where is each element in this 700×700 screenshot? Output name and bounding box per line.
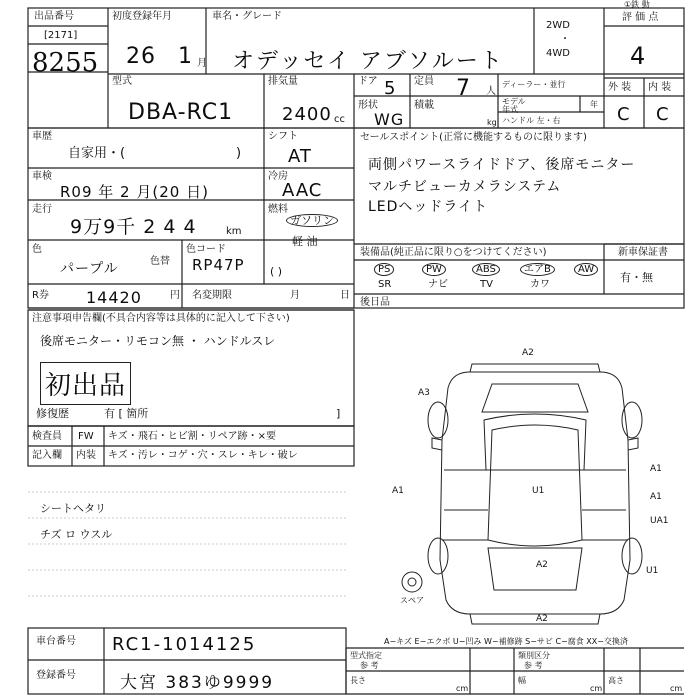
capacity-label: 定員 <box>414 76 434 87</box>
equip-abs: ABS <box>472 263 500 276</box>
fuel-paren: ( ) <box>270 265 283 278</box>
history-value: 自家用・( <box>68 146 126 161</box>
memo-line-1: シートヘタリ <box>40 502 106 515</box>
equip-aw: AW <box>574 263 598 276</box>
history-label: 車歴 <box>32 131 52 142</box>
recycle-unit: 円 <box>170 290 180 301</box>
length-cm: cm <box>456 684 469 693</box>
score-value: 4 <box>630 42 647 70</box>
name-change-month: 月 <box>290 290 300 301</box>
height-label: 高さ <box>608 676 624 685</box>
name-change-label: 名変期限 <box>192 290 232 301</box>
reg-year: 26 <box>126 44 156 69</box>
history-close: ) <box>236 146 242 161</box>
reg-value: 大宮 383ゆ9999 <box>120 673 275 693</box>
mileage-value: 9万9千 2 4 4 <box>70 216 197 238</box>
warranty-value: 有・無 <box>620 271 653 284</box>
mileage-label: 走行 <box>32 204 52 215</box>
score-label: 評 価 点 <box>622 12 659 23</box>
int-items: キズ・汚レ・コゲ・穴・スレ・キレ・破レ <box>108 450 298 461</box>
equip-ps: PS <box>374 263 394 276</box>
door-label: ドア <box>358 76 378 87</box>
model-spec-label: 型式指定 <box>350 651 382 660</box>
mark-roof: U1 <box>532 486 545 496</box>
int-check-label: 内装 <box>76 450 96 461</box>
ext-label: 外 装 <box>608 82 632 93</box>
car-name-label: 車名・グレード <box>212 11 282 22</box>
mark-left-side: A1 <box>392 486 404 496</box>
model-label: 型式 <box>112 76 132 87</box>
equip-navi: ナビ <box>428 279 448 290</box>
first-reg-label: 初度登録年月 <box>112 11 172 22</box>
model-year-label: モデル年式 <box>502 97 526 114</box>
mark-front-left: A3 <box>418 388 430 398</box>
inspection-label: 車検 <box>32 171 52 182</box>
lot-number: 8255 <box>32 48 99 78</box>
equip-tv: TV <box>480 279 493 290</box>
model-value: DBA-RC1 <box>128 100 234 125</box>
color-code-value: RP47P <box>192 256 245 274</box>
shift-value: AT <box>288 146 312 167</box>
mark-rear-bumper: A2 <box>536 614 548 624</box>
type-ref: 参 考 <box>524 661 543 670</box>
notes-label: 注意事項申告欄(不具合内容等は具体的に記入して下さい) <box>32 313 290 324</box>
top-right-note: ①鉄 動 <box>624 0 650 9</box>
repair-close: ] <box>336 407 341 420</box>
fuel-gas: ガソリン <box>286 214 338 227</box>
sales-line-2: マルチビューカメラシステム <box>368 179 562 195</box>
type-label: 類別区分 <box>518 651 550 660</box>
first-listing-stamp: 初出品 <box>40 362 131 405</box>
repair-label: 修復歴 <box>36 407 69 420</box>
color-label: 色 <box>32 244 42 255</box>
width-label: 幅 <box>518 676 526 685</box>
color-code-label: 色コード <box>186 244 226 255</box>
int-label: 内 装 <box>648 82 672 93</box>
drive-2wd: 2WD <box>546 20 570 31</box>
displacement-unit: cc <box>334 114 345 125</box>
notes-line-1: 後席モニター・リモコン無 ・ ハンドルスレ <box>40 334 276 348</box>
mark-rear-window: A2 <box>536 560 548 570</box>
fw-items: キズ・飛石・ヒビ割・リペア跡・×要 <box>108 431 276 442</box>
inspection-value: R09 年 2 月(20 日) <box>60 183 209 201</box>
recycle-value: 14420 <box>86 288 142 307</box>
warranty-label: 新車保証書 <box>618 247 668 258</box>
color-value: パープル <box>60 261 119 277</box>
length-label: 長さ <box>350 676 366 685</box>
load-label: 積載 <box>414 100 434 111</box>
dealer-label: ディーラー・並行 <box>502 80 566 89</box>
color-no-label: 色替 <box>150 256 170 267</box>
mark-right-front: A1 <box>650 464 662 474</box>
drive-4wd: 4WD <box>546 48 570 59</box>
recycle-label: R券 <box>32 290 49 301</box>
equip-leather: カワ <box>530 279 550 290</box>
chassis-label: 車台番号 <box>36 636 76 647</box>
mark-right-wheel: U1 <box>646 566 659 576</box>
repair-value: 有 [ 箇所 <box>104 407 149 420</box>
fw-label: FW <box>78 431 94 442</box>
month-unit: 月 <box>197 58 207 69</box>
mark-right-mid: A1 <box>650 492 662 502</box>
lot-label: 出品番号 <box>34 11 74 22</box>
mileage-unit: km <box>226 226 242 237</box>
year-unit: 年 <box>590 100 598 109</box>
shape-value: WG <box>374 110 405 129</box>
equipment-label: 装備品(純正品に限り○をつけてください) <box>360 247 547 258</box>
post-label: 後日品 <box>360 297 390 308</box>
int-score: C <box>656 104 670 125</box>
lot-sub: [2171] <box>44 30 78 41</box>
name-change-day: 日 <box>340 290 350 301</box>
drive-dot: ・ <box>560 34 570 45</box>
sales-line-3: LEDヘッドライト <box>368 199 489 215</box>
fuel-diesel: 軽 油 <box>292 235 318 248</box>
sales-line-1: 両側パワースライドドア、後席モニター <box>368 157 636 173</box>
load-unit: kg <box>487 118 497 127</box>
fuel-label: 燃料 <box>268 204 288 215</box>
ac-label: 冷房 <box>268 171 288 182</box>
spare-label: スペア <box>400 596 424 605</box>
shift-label: シフト <box>268 131 298 142</box>
height-cm: cm <box>670 684 683 693</box>
handle-label: ハンドル 左・右 <box>502 116 561 125</box>
inspector-label-2: 記入欄 <box>32 450 62 461</box>
door-value: 5 <box>384 78 397 99</box>
shape-label: 形状 <box>358 100 378 111</box>
car-name: オデッセイ アブソルート <box>232 49 504 74</box>
inspector-label-1: 検査員 <box>32 431 62 442</box>
equip-airbag: エアB <box>520 263 555 276</box>
equip-pw: PW <box>422 263 446 276</box>
displacement-label: 排気量 <box>268 76 298 87</box>
reg-label: 登録番号 <box>36 670 76 681</box>
width-cm: cm <box>590 684 603 693</box>
ac-value: AAC <box>282 180 323 201</box>
ext-score: C <box>617 104 631 125</box>
capacity-unit: 人 <box>486 86 496 97</box>
reg-month: 1 <box>178 44 193 69</box>
equip-sr: SR <box>378 279 392 290</box>
model-spec-ref: 参 考 <box>360 661 379 670</box>
capacity-value: 7 <box>456 76 471 101</box>
mark-right-rear: UA1 <box>650 516 669 526</box>
sales-label: セールスポイント(正常に機能するものに限ります) <box>360 132 587 143</box>
damage-legend: A−キズ E−エクボ U−凹み W−補修跡 S−サビ C−腐食 XX−交換済 <box>384 637 628 646</box>
memo-line-2: チズ ロ ウスル <box>40 528 113 541</box>
mark-front-bumper: A2 <box>522 348 534 358</box>
chassis-value: RC1-1014125 <box>112 634 257 655</box>
displacement-value: 2400 <box>282 104 332 125</box>
